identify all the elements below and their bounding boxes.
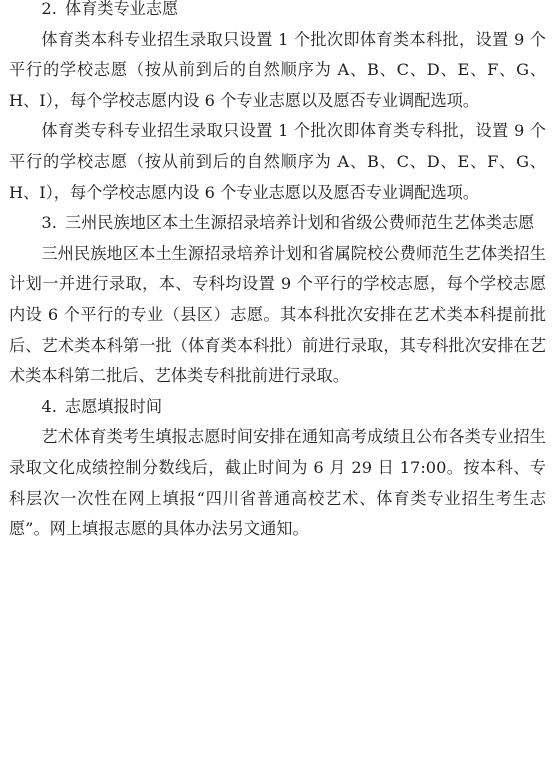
section-title: 体育类专业志愿 bbox=[64, 0, 179, 18]
paragraph: 艺术体育类考生填报志愿时间安排在通知高考成绩且公布各类专业招生录取文化成绩控制分数线后，截止时间为 6 月 29 日 17:00。按本科、专科层次一次性在网上填报“四川省普通高校艺术、体育类专业招生考生志愿”。网上填报志愿的具体办法另文通知。 bbox=[9, 427, 546, 539]
section-heading bbox=[9, 392, 546, 423]
section-heading bbox=[9, 0, 546, 25]
section-heading bbox=[9, 208, 546, 239]
paragraph: 体育类专科专业招生录取只设置 1 个批次即体育类专科批，设置 9 个平行的学校志愿（按从前到后的自然顺序为 A、B、C、D、E、F、G、H、I），每个学校志愿内设 6 个专业志愿以及愿否专业调配选项。 bbox=[9, 121, 546, 202]
section-title: 三州民族地区本土生源招录培养计划和省级公费师范生艺体类志愿 bbox=[64, 213, 535, 233]
section-number: 3. bbox=[41, 213, 57, 233]
paragraph: 体育类本科专业招生录取只设置 1 个批次即体育类本科批，设置 9 个平行的学校志愿（按从前到后的自然顺序为 A、B、C、D、E、F、G、H、I），每个学校志愿内设 6 个专业志愿以及愿否专业调配选项。 bbox=[9, 29, 546, 110]
section-number: 2. bbox=[41, 0, 57, 18]
paragraph: 三州民族地区本土生源招录培养计划和省属院校公费师范生艺体类招生计划一并进行录取，本、专科均设置 9 个平行的学校志愿，每个学校志愿内设 6 个平行的专业（县区）志愿。其本科批次安排在艺术类本科提前批后、艺术类本科第一批（体育类本科批）前进行录取，其专科批次安排在艺术类本科第二批后、艺体类专科批前进行录取。 bbox=[9, 243, 546, 386]
section-title: 志愿填报时间 bbox=[64, 396, 163, 416]
section-number: 4. bbox=[41, 396, 57, 416]
